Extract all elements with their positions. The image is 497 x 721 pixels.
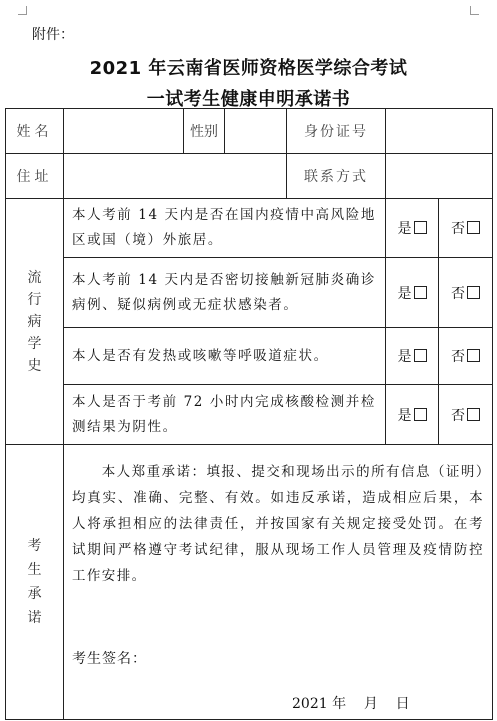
contact-field[interactable] bbox=[386, 154, 493, 199]
name-label: 姓名 bbox=[6, 109, 64, 154]
attachment-label: 附件： bbox=[32, 27, 74, 43]
checkbox-icon[interactable] bbox=[467, 349, 480, 362]
page-corner-mark bbox=[18, 6, 27, 15]
checkbox-icon[interactable] bbox=[414, 349, 427, 362]
id-number-field[interactable] bbox=[386, 109, 493, 154]
promise-content bbox=[64, 445, 493, 720]
question-text: 本人考前 14 天内是否在国内疫情中高风险地区或国（境）外旅居。 bbox=[64, 199, 386, 258]
signature-label: 考生签名： bbox=[72, 651, 147, 667]
epidemiological-history-label: 流 行 病 学 史 bbox=[6, 199, 64, 445]
form-row-address bbox=[6, 154, 493, 199]
yes-option[interactable]: 是 bbox=[386, 258, 439, 328]
page-corner-mark bbox=[470, 6, 479, 15]
promise-row bbox=[6, 445, 493, 720]
name-field[interactable] bbox=[64, 109, 184, 154]
id-number-label: 身份证号 bbox=[287, 109, 386, 154]
signature-date: 2021 年 月 日 bbox=[292, 696, 410, 712]
question-row bbox=[6, 385, 493, 445]
checkbox-icon[interactable] bbox=[414, 286, 427, 299]
question-row bbox=[6, 328, 493, 385]
yes-option[interactable]: 是 bbox=[386, 199, 439, 258]
yes-option[interactable]: 是 bbox=[386, 328, 439, 385]
checkbox-icon[interactable] bbox=[467, 286, 480, 299]
question-row bbox=[6, 258, 493, 328]
address-label: 住址 bbox=[6, 154, 64, 199]
question-text: 本人是否有发热或咳嗽等呼吸道症状。 bbox=[64, 328, 386, 385]
checkbox-icon[interactable] bbox=[467, 221, 480, 234]
candidate-promise-label: 考 生 承 诺 bbox=[6, 445, 64, 720]
promise-text: 本人郑重承诺：填报、提交和现场出示的所有信息（证明）均真实、准确、完整、有效。如违反承诺，造成相应后果，本人将承担相应的法律责任，并按国家有关规定接受处罚。在考试期间严格遵守考试纪律，服从现场工作人员管理及疫情防控工作安排。 bbox=[72, 464, 484, 584]
question-text: 本人是否于考前 72 小时内完成核酸检测并检测结果为阴性。 bbox=[64, 385, 386, 445]
checkbox-icon[interactable] bbox=[467, 408, 480, 421]
question-row bbox=[6, 199, 493, 258]
document-title-line2: 一试考生健康申明承诺书 bbox=[146, 89, 351, 110]
checkbox-icon[interactable] bbox=[414, 408, 427, 421]
no-option[interactable]: 否 bbox=[439, 385, 493, 445]
health-declaration-form bbox=[5, 108, 493, 720]
no-option[interactable]: 否 bbox=[439, 199, 493, 258]
gender-field[interactable] bbox=[225, 109, 287, 154]
gender-label: 性别 bbox=[184, 109, 225, 154]
yes-option[interactable]: 是 bbox=[386, 385, 439, 445]
contact-label: 联系方式 bbox=[287, 154, 386, 199]
form-row-identity bbox=[6, 109, 493, 154]
no-option[interactable]: 否 bbox=[439, 328, 493, 385]
question-text: 本人考前 14 天内是否密切接触新冠肺炎确诊病例、疑似病例或无症状感染者。 bbox=[64, 258, 386, 328]
no-option[interactable]: 否 bbox=[439, 258, 493, 328]
address-field[interactable] bbox=[64, 154, 287, 199]
checkbox-icon[interactable] bbox=[414, 221, 427, 234]
document-title-line1: 2021 年云南省医师资格医学综合考试 bbox=[89, 58, 408, 79]
